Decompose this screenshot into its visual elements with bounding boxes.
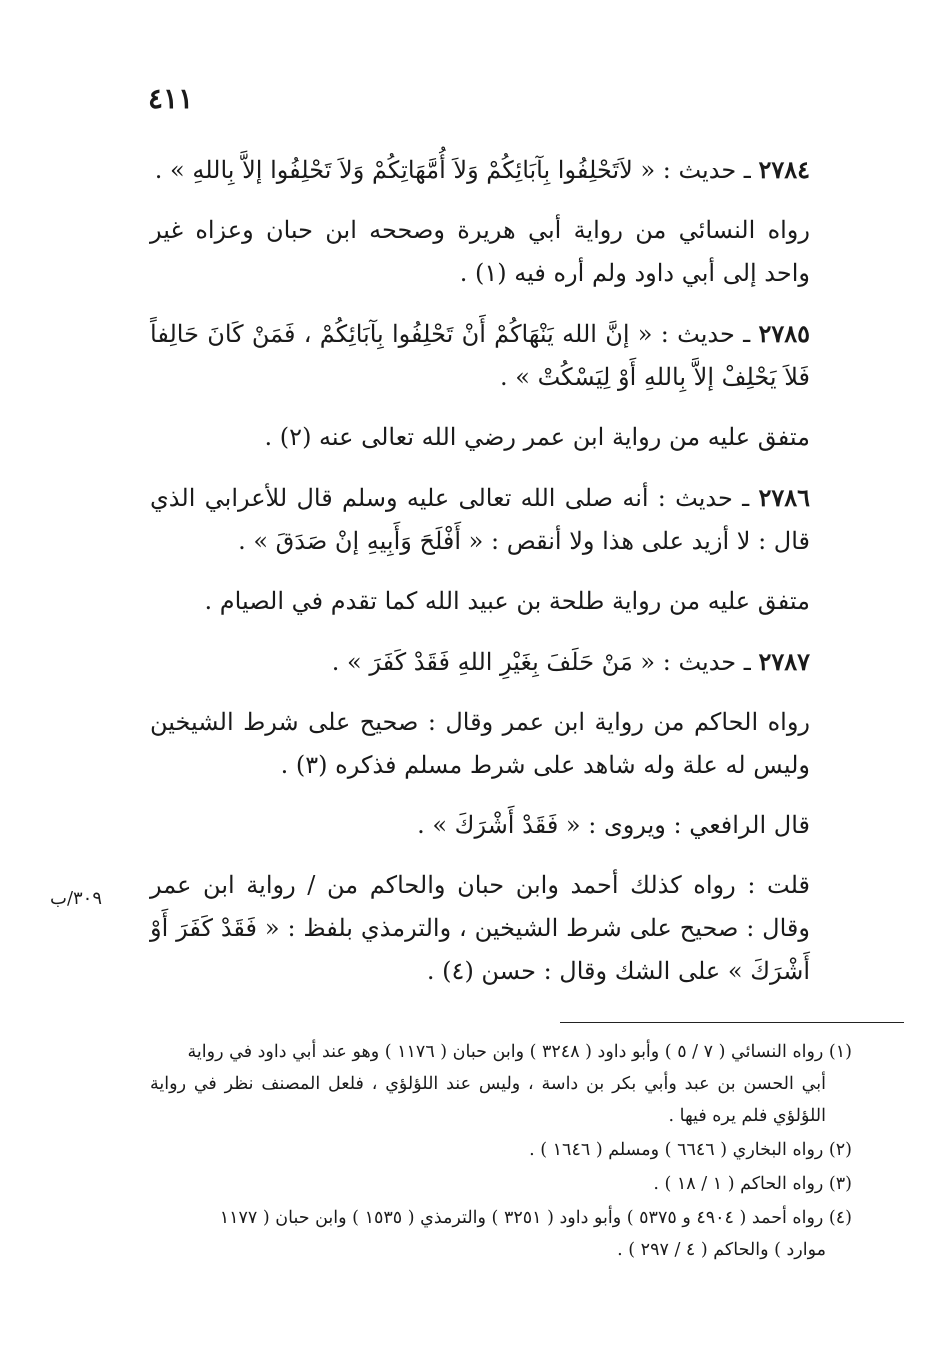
hadith-2787 [150, 640, 852, 684]
footnote-divider [560, 1022, 904, 1023]
commentary-paragraph: متفق عليه من رواية طلحة بن عبيد الله كما تقدم في الصيام . [204, 587, 810, 615]
page-number: ٤١١ [148, 82, 194, 115]
hadith-text: ـ حديث : أنه صلى الله تعالى عليه وسلم قال للأعرابي الذي قال : لا أزيد على هذا ولا أنقص : « أَفْلَحَ وَأَبِيهِ إنْ صَدَقَ » . [150, 484, 810, 555]
footnotes [150, 1036, 852, 1268]
hadith-number: ٢٧٨٥ [758, 319, 810, 348]
hadith-2786 [150, 476, 852, 563]
hadith-number: ٢٧٨٧ [758, 647, 810, 676]
hadith-number: ٢٧٨٦ [758, 483, 810, 512]
footnote-line: (٢) رواه البخاري ( ٦٦٤٦ ) ومسلم ( ١٦٤٦ ) . [529, 1140, 852, 1160]
hadith-text: ـ حديث : « إنَّ الله يَنْهَاكُمْ أَنْ تَحْلِفُوا بِآبَائِكُمْ ، فَمَنْ كَانَ حَالِفاً فَلاَ يَحْلِفْ إلاَّ بِاللهِ أَوْ لِيَسْكُتْ » . [150, 320, 810, 391]
hadith-number: ٢٧٨٤ [758, 155, 810, 184]
hadith-2784 [150, 148, 852, 192]
main-text [150, 148, 852, 1010]
footnote-continuation: أبي الحسن بن عبد وأبي بكر بن داسة ، وليس عند اللؤلؤي ، فلعل المصنف نظر في رواية اللؤلؤي فلم يره فيها . [150, 1074, 826, 1126]
margin-folio-note: ٣٠٩/ب [50, 888, 103, 909]
commentary-paragraph: رواه النسائي من رواية أبي هريرة وصححه ابن حبان وعزاه غير واحد إلى أبي داود ولم أره فيه (١) . [150, 216, 810, 287]
footnote-line: (٤) رواه أحمد ( ٤٩٠٤ و ٥٣٧٥ ) وأبو داود ( ٣٢٥١ ) والترمذي ( ١٥٣٥ ) وابن حبان ( ١١٧٧ [219, 1208, 852, 1228]
footnote-line: (٣) رواه الحاكم ( ١ / ١٨ ) . [653, 1174, 852, 1194]
commentary-paragraph: قال الرافعي : ويروى : « فَقَدْ أَشْرَكَ » . [417, 811, 810, 839]
hadith-text: ـ حديث : « لاَتَحْلِفُوا بِآبَائِكُمْ وَلاَ أُمَّهَاتِكُمْ وَلاَ تَحْلِفُوا إلاَّ بِاللهِ » . [154, 156, 759, 184]
hadith-2785 [150, 312, 852, 399]
commentary-paragraph: رواه الحاكم من رواية ابن عمر وقال : صحيح على شرط الشيخين وليس له علة وله شاهد على شرط مسلم فذكره (٣) . [150, 708, 810, 779]
footnote-2 [150, 1134, 852, 1166]
commentary-paragraph: قلت : رواه كذلك أحمد وابن حبان والحاكم من / رواية ابن عمر وقال : صحيح على شرط الشيخين ، والترمذي بلفظ : « فَقَدْ كَفَرَ أَوْ أَشْرَكَ » على الشك وقال : حسن (٤) . [150, 871, 810, 985]
footnote-1 [150, 1036, 852, 1132]
footnote-3 [150, 1168, 852, 1200]
footnote-4 [150, 1202, 852, 1266]
hadith-text: ـ حديث : « مَنْ حَلَفَ بِغَيْرِ اللهِ فَقَدْ كَفَرَ » . [331, 648, 759, 676]
footnote-continuation: موارد ) والحاكم ( ٤ / ٢٩٧ ) . [617, 1240, 826, 1260]
commentary-paragraph: متفق عليه من رواية ابن عمر رضي الله تعالى عنه (٢) . [264, 423, 810, 451]
footnote-line: (١) رواه النسائي ( ٧ / ٥ ) وأبو داود ( ٣٢٤٨ ) وابن حبان ( ١١٧٦ ) وهو عند أبي داود في رواية [187, 1042, 852, 1062]
